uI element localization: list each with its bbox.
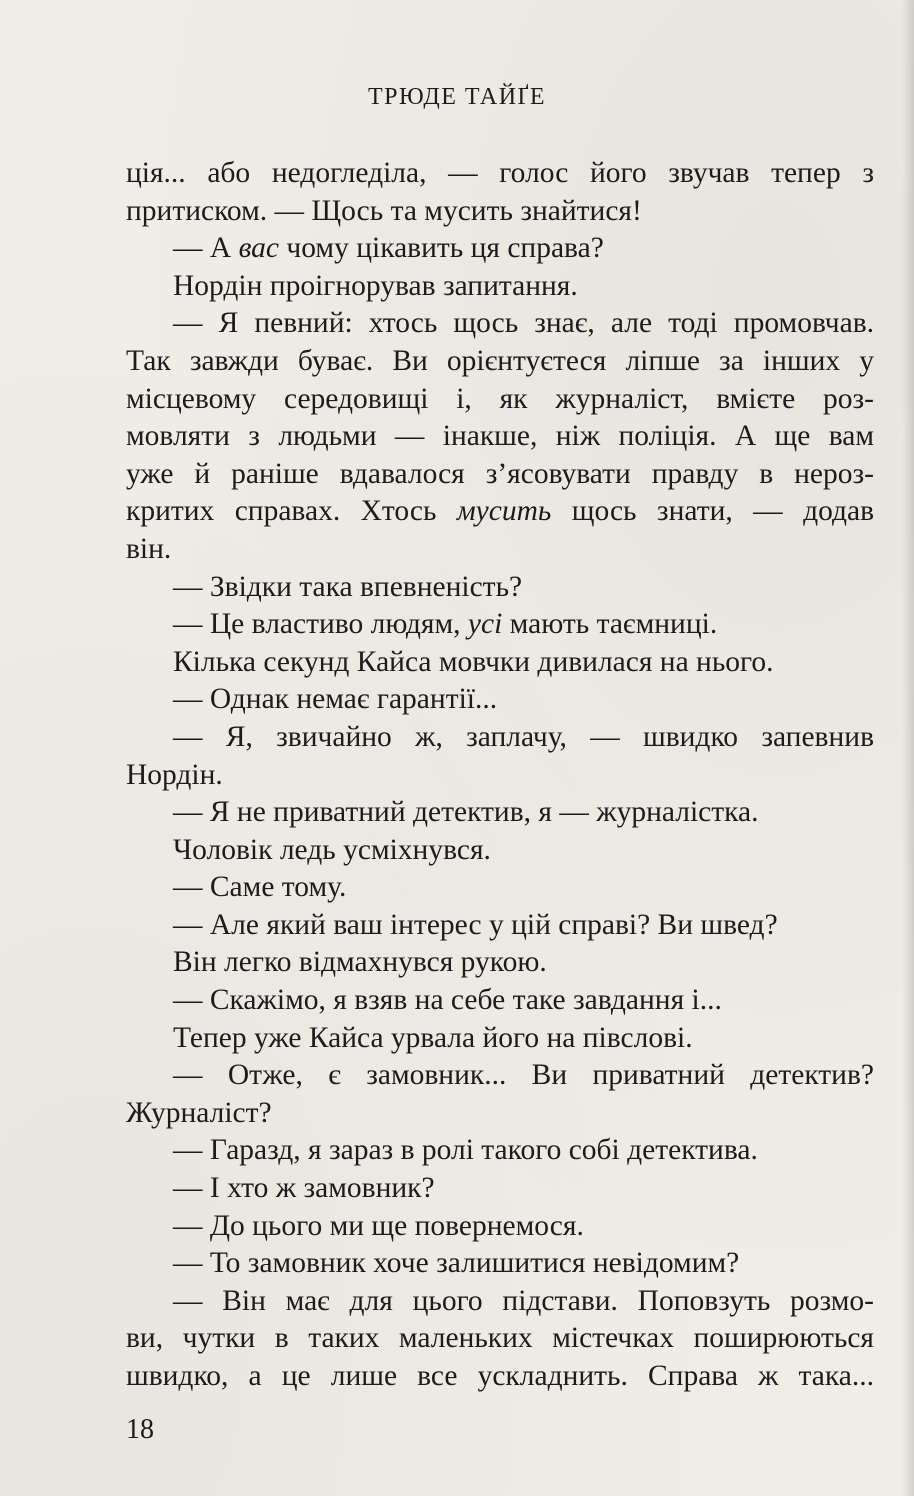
text-segment: щось знати, — додав xyxy=(551,495,875,528)
text-segment: Так завжди буває. Ви орієнтуєтеся ліпше за інших у xyxy=(126,344,874,377)
italic-word: усі xyxy=(467,608,503,641)
text-line xyxy=(126,569,874,607)
text-line xyxy=(126,381,874,419)
text-segment: — Він має для цього підстави. Поповзуть розмо- xyxy=(173,1284,874,1317)
text-line xyxy=(126,644,874,682)
text-line xyxy=(126,757,874,795)
page-edge-shadow xyxy=(902,0,914,1496)
text-segment: Журналіст? xyxy=(126,1096,272,1129)
text-line xyxy=(126,794,874,832)
italic-word: мусить xyxy=(456,495,552,528)
text-line xyxy=(126,456,874,494)
text-line xyxy=(126,1208,874,1246)
text-line xyxy=(126,343,874,381)
italic-word: вас xyxy=(238,232,280,265)
text-segment: — Але який ваш інтерес у цій справі? Ви швед? xyxy=(173,908,778,941)
text-segment: Тепер уже Кайса урвала його на півслові. xyxy=(173,1021,693,1054)
text-segment: — Отже, є замовник... Ви приватний детектив? xyxy=(173,1059,874,1092)
text-segment: — То замовник хоче залишитися невідомим? xyxy=(173,1247,740,1280)
text-segment: Він легко відмахнувся рукою. xyxy=(173,946,547,979)
text-line xyxy=(126,531,874,569)
text-line xyxy=(126,418,874,456)
text-segment: уже й раніше вдавалося з’ясовувати правду в нероз- xyxy=(126,457,874,490)
text-line xyxy=(126,1095,874,1133)
text-line xyxy=(126,1320,874,1358)
text-line xyxy=(126,1020,874,1058)
text-line xyxy=(126,1132,874,1170)
text-line xyxy=(126,869,874,907)
text-line xyxy=(126,230,874,268)
text-segment: — Однак немає гарантії... xyxy=(173,683,498,716)
text-segment: мовляти з людьми — інакше, ніж поліція. А ще вам xyxy=(126,420,874,453)
text-line xyxy=(126,1358,874,1396)
text-segment: — Звідки така впевненість? xyxy=(173,570,523,603)
text-line xyxy=(126,193,874,231)
text-segment: — А xyxy=(173,232,239,265)
text-segment: місцевому середовищі і, як журналіст, вмієте роз- xyxy=(126,382,874,415)
text-segment: ція... або недогледіла, — голос його звучав тепер з xyxy=(126,157,874,189)
text-segment: — До цього ми ще повернемося. xyxy=(173,1209,584,1242)
text-line xyxy=(126,719,874,757)
text-segment: — Це властиво людям, xyxy=(173,608,468,641)
text-segment: — Скажімо, я взяв на себе таке завдання і... xyxy=(173,984,722,1017)
body-text xyxy=(126,155,874,1396)
text-line xyxy=(126,305,874,343)
text-segment: чому цікавить ця справа? xyxy=(279,232,604,265)
text-segment: швидко, а це лише все ускладнить. Справа ж така... xyxy=(126,1360,874,1392)
text-line xyxy=(126,1057,874,1095)
text-segment: Кілька секунд Кайса мовчки дивилася на нього. xyxy=(173,645,774,678)
text-segment: — Я не приватний детектив, я — журналістка. xyxy=(173,796,759,829)
text-line xyxy=(126,832,874,870)
text-segment: мають таємниці. xyxy=(502,608,718,641)
text-segment: — Я, звичайно ж, заплачу, — швидко запевнив xyxy=(173,720,874,753)
text-segment: — І хто ж замовник? xyxy=(173,1172,435,1205)
text-segment: критих справах. Хтось xyxy=(126,495,457,528)
text-segment: ви, чутки в таких маленьких містечках поширюються xyxy=(126,1322,874,1355)
text-segment: притиском. — Щось та мусить знайтися! xyxy=(126,194,642,227)
text-segment: — Я певний: хтось щось знає, але тоді промовчав. xyxy=(173,307,874,340)
running-head: ТРЮДЕ ТАЙҐЕ xyxy=(368,84,546,110)
text-line xyxy=(126,493,874,531)
page-number: 18 xyxy=(126,1414,154,1445)
text-line xyxy=(126,1245,874,1283)
text-segment: — Саме тому. xyxy=(173,871,347,904)
text-line xyxy=(126,1170,874,1208)
text-line xyxy=(126,907,874,945)
text-line xyxy=(126,982,874,1020)
text-line xyxy=(126,268,874,306)
text-segment: — Гаразд, я зараз в ролі такого собі детектива. xyxy=(173,1134,758,1167)
text-segment: Чоловік ледь усміхнувся. xyxy=(173,833,491,866)
text-segment: Нордін проігнорував запитання. xyxy=(173,269,578,302)
text-segment: Нордін. xyxy=(126,758,223,791)
text-segment: він. xyxy=(126,532,172,565)
text-line xyxy=(126,606,874,644)
text-line xyxy=(126,1283,874,1321)
text-line xyxy=(126,681,874,719)
text-line xyxy=(126,155,874,193)
text-line xyxy=(126,944,874,982)
